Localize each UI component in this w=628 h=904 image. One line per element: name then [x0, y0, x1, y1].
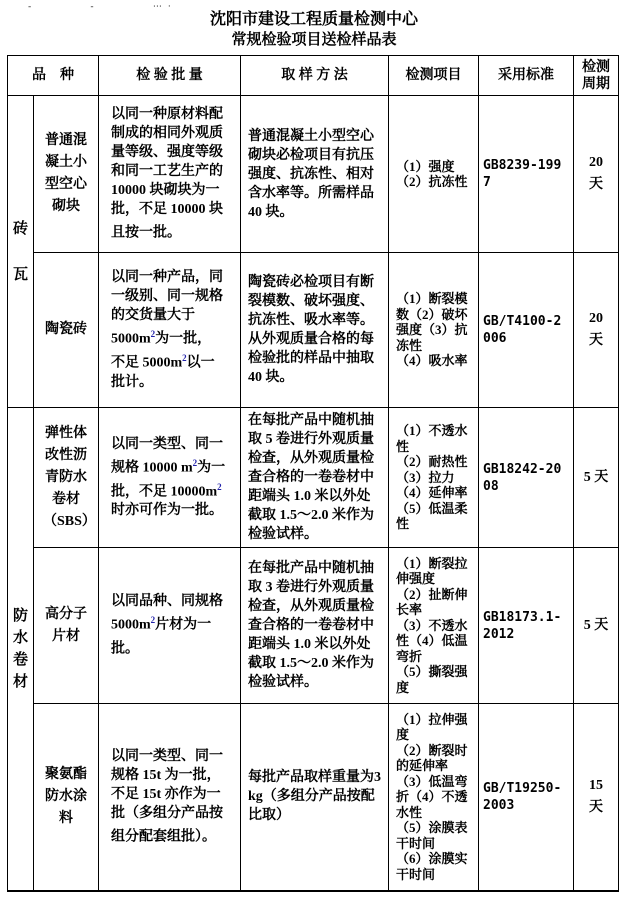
standard-cell: GB18242-2008 — [479, 408, 574, 548]
category-char: 瓦 — [12, 266, 28, 283]
variety-cell: 普通混凝土小型空心砌块 — [34, 96, 99, 253]
batch-text: 为一批，不足 10000m — [111, 460, 226, 500]
batch-text: 以同一种原材料配制成的相同外观质量等级、强度等级和同一工艺生产的 10000 块砌块为一批，不足 10000 块且按一批。 — [111, 107, 223, 241]
superscript: 2 — [150, 329, 156, 340]
cycle-cell — [574, 548, 619, 704]
cycle-line: 20 — [589, 311, 603, 326]
table-row-polyurethane-coating — [8, 704, 619, 891]
test-item: （1）强度 — [396, 158, 455, 174]
batch-cell — [99, 548, 241, 704]
test-item: （3）低温弯折（4）不透水性 — [396, 773, 468, 820]
standard-cell: GB8239-1997 — [479, 96, 574, 253]
test-item: （5）低温柔性 — [396, 500, 468, 532]
cycle-line: 5 天 — [583, 617, 609, 633]
category-cell-brick-tile — [8, 96, 34, 408]
batch-text: 时亦可作为一批。 — [111, 503, 223, 519]
superscript: 2 — [192, 457, 198, 468]
test-item: （3）不透水性（4）低温弯折 — [396, 617, 468, 664]
method-cell: 在每批产品中随机抽取 5 卷进行外观质量检查，从外观质量检查合格的一卷卷材中距端头 1.0 米以外处截取 1.5～2.0 米作为检验试样。 — [241, 408, 389, 548]
cycle-line: 天 — [589, 333, 603, 348]
page-subtitle: 常规检验项目送检样品表 — [231, 32, 397, 48]
test-item: （1）断裂拉伸强度 — [396, 555, 468, 587]
batch-text: 为一批， 不足 5000m — [111, 332, 212, 371]
table-row-polymer-sheet — [8, 548, 619, 704]
batch-cell — [99, 408, 241, 548]
document-header — [0, 9, 628, 51]
cycle-cell — [574, 253, 619, 408]
table-row-sbs-membrane — [8, 408, 619, 548]
category-cell-waterproof-membrane — [8, 408, 34, 891]
batch-text: 以同品种、同规格 5000m — [111, 594, 223, 633]
inspection-sample-table — [7, 55, 619, 892]
page-title: 沈阳市建设工程质量检测中心 — [209, 11, 418, 28]
header-batch: 检 验 批 量 — [99, 56, 241, 96]
table-row-concrete-block — [8, 96, 619, 253]
batch-text: 以同一类型、同一规格 10000 m — [111, 436, 223, 476]
header-items: 检测项目 — [389, 56, 479, 96]
scan-artifact-marks: - - ⋯· — [28, 2, 177, 12]
test-item: （2）断裂时的延伸率 — [396, 742, 468, 773]
header-variety: 品 种 — [8, 56, 99, 96]
test-item: （1）断裂模数（2）破坏强度（3）抗冻性 — [396, 291, 468, 353]
cycle-line: 天 — [589, 177, 603, 192]
cycle-line: 15 — [589, 777, 603, 793]
test-item: （5）涂膜表干时间 — [396, 820, 468, 851]
test-item: （3）拉力 — [396, 469, 455, 485]
test-item: （6）涂膜实干时间 — [396, 851, 468, 882]
header-row — [8, 56, 619, 96]
test-item: （2）扯断伸长率 — [396, 586, 468, 618]
cycle-line: 天 — [589, 799, 603, 815]
batch-text: 片材为一批。 — [111, 618, 212, 657]
variety-cell: 聚氨酯防水涂料 — [34, 704, 99, 891]
method-cell: 每批产品取样重量为3 kg（多组分产品按配比取） — [241, 704, 389, 891]
test-item: （1）拉伸强度 — [396, 711, 468, 742]
test-item: （2）耐热性 — [396, 454, 468, 470]
batch-text: 以同一类型、同一规格 15t 为一批，不足 15t 亦作为一批（多组分产品按组分配套组批）。 — [111, 748, 223, 845]
header-cycle: 检测周期 — [574, 56, 619, 96]
category-char: 水 — [12, 629, 28, 646]
category-char: 材 — [12, 673, 28, 690]
method-cell: 陶瓷砖必检项目有断裂模数、破坏强度、抗冻性、吸水率等。从外观质量合格的每检验批的样品中抽取 40 块。 — [241, 253, 389, 408]
variety-cell: 弹性体改性沥青防水卷材（SBS） — [34, 408, 99, 548]
test-item: （5）撕裂强度 — [396, 664, 468, 695]
items-cell — [389, 408, 479, 548]
cycle-cell — [574, 96, 619, 253]
batch-cell — [99, 704, 241, 891]
batch-text: 以同一种产品，同一级别、同一规格的交货量大于 5000m — [111, 270, 223, 347]
category-char: 砖 — [12, 220, 28, 237]
items-cell — [389, 96, 479, 253]
header-standard: 采用标准 — [479, 56, 574, 96]
variety-cell: 陶瓷砖 — [34, 253, 99, 408]
variety-cell: 高分子片材 — [34, 548, 99, 704]
test-item: （4）延伸率 — [396, 485, 468, 501]
superscript: 2 — [150, 615, 156, 626]
batch-cell — [99, 96, 241, 253]
standard-cell: GB/T19250-2003 — [479, 704, 574, 891]
table-row-ceramic-tile — [8, 253, 619, 408]
batch-text: 以一批计。 — [111, 355, 215, 390]
cycle-line: 5 天 — [583, 469, 609, 485]
standard-cell: GB/T4100-2006 — [479, 253, 574, 408]
method-cell: 普通混凝土小型空心砌块必检项目有抗压强度、抗冻性、相对含水率等。所需样品 40 块。 — [241, 96, 389, 253]
items-cell — [389, 704, 479, 891]
category-char: 防 — [12, 607, 28, 624]
items-cell — [389, 253, 479, 408]
cycle-cell — [574, 408, 619, 548]
test-item: （2）抗冻性 — [396, 174, 468, 189]
test-item: （1）不透水性 — [396, 423, 468, 454]
standard-cell: GB18173.1-2012 — [479, 548, 574, 704]
category-char: 卷 — [12, 651, 28, 668]
superscript: 2 — [217, 481, 222, 492]
test-item: （4）吸水率 — [396, 353, 468, 369]
items-cell — [389, 548, 479, 704]
cycle-cell — [574, 704, 619, 891]
header-method: 取 样 方 法 — [241, 56, 389, 96]
superscript: 2 — [182, 353, 187, 363]
method-cell: 在每批产品中随机抽取 3 卷进行外观质量检查，从外观质量检查合格的一卷卷材中距端头 1.0 米以外处截取 1.5～2.0 米作为检验试样。 — [241, 548, 389, 704]
batch-cell — [99, 253, 241, 408]
cycle-line: 20 — [589, 155, 603, 170]
